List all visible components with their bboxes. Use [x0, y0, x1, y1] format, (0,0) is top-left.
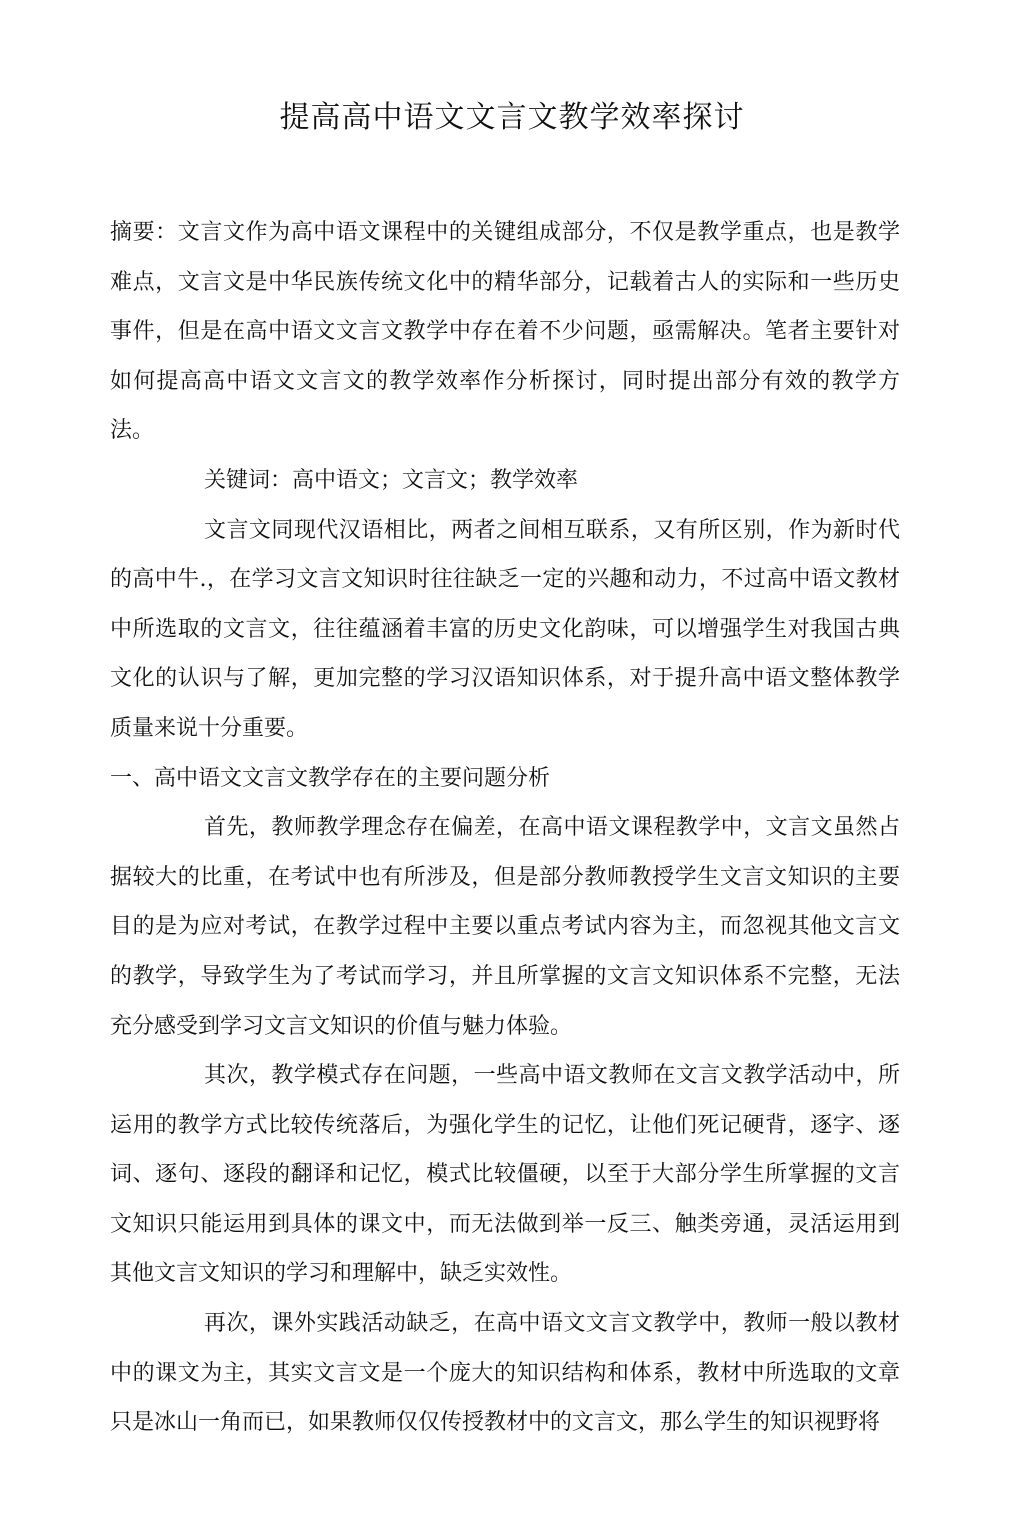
- problem-paragraph-second: 其次，教学模式存在问题，一些高中语文教师在文言文教学活动中，所运用的教学方式比较传统落后，为强化学生的记忆，让他们死记硬背，逐字、逐词、逐句、逐段的翻译和记忆，模式比较僵硬，以至于大部分学生所掌握的文言文知识只能运用到具体的课文中，而无法做到举一反三、触类旁通，灵活运用到其他文言文知识的学习和理解中，缺乏实效性。: [110, 1063, 900, 1287]
- intro-paragraph: 文言文同现代汉语相比，两者之间相互联系，又有所区别，作为新时代的高中牛.，在学习文言文知识时往往缺乏一定的兴趣和动力，不过高中语文教材中所选取的文言文，往往蕴涵着丰富的历史文化韵味，可以增强学生对我国古典文化的认识与了解，更加完整的学习汉语知识体系，对于提升高中语文整体教学质量来说十分重要。: [110, 517, 900, 741]
- keywords-line: 关键词：高中语文；文言文；教学效率: [204, 467, 579, 493]
- problem-paragraph-first: 首先，教师教学理念存在偏差，在高中语文课程教学中，文言文虽然占据较大的比重，在考试中也有所涉及，但是部分教师教授学生文言文知识的主要目的是为应对考试，在教学过程中主要以重点考试内容为主，而忽视其他文言文的教学，导致学生为了考试而学习，并且所掌握的文言文知识体系不完整，无法充分感受到学习文言文知识的价值与魅力体验。: [110, 815, 900, 1039]
- section-heading: 一、高中语文文言文教学存在的主要问题分析: [110, 765, 551, 791]
- paper-body: [110, 208, 900, 1448]
- problem-paragraph-third: 再次，课外实践活动缺乏，在高中语文文言文教学中，教师一般以教材中的课文为主，其实文言文是一个庞大的知识结构和体系，教材中所选取的文章只是冰山一角而已，如果教师仅仅传授教材中的文言文，那么学生的知识视野将: [110, 1311, 900, 1436]
- abstract-paragraph: 摘要：文言文作为高中语文课程中的关键组成部分，不仅是教学重点，也是教学难点，文言文是中华民族传统文化中的精华部分，记载着古人的实际和一些历史事件，但是在高中语文文言文教学中存在着不少问题，亟需解决。笔者主要针对如何提高高中语文文言文的教学效率作分析探讨，同时提出部分有效的教学方法。: [110, 220, 900, 444]
- paper-title: 提高高中语文文言文教学效率探讨: [279, 100, 745, 135]
